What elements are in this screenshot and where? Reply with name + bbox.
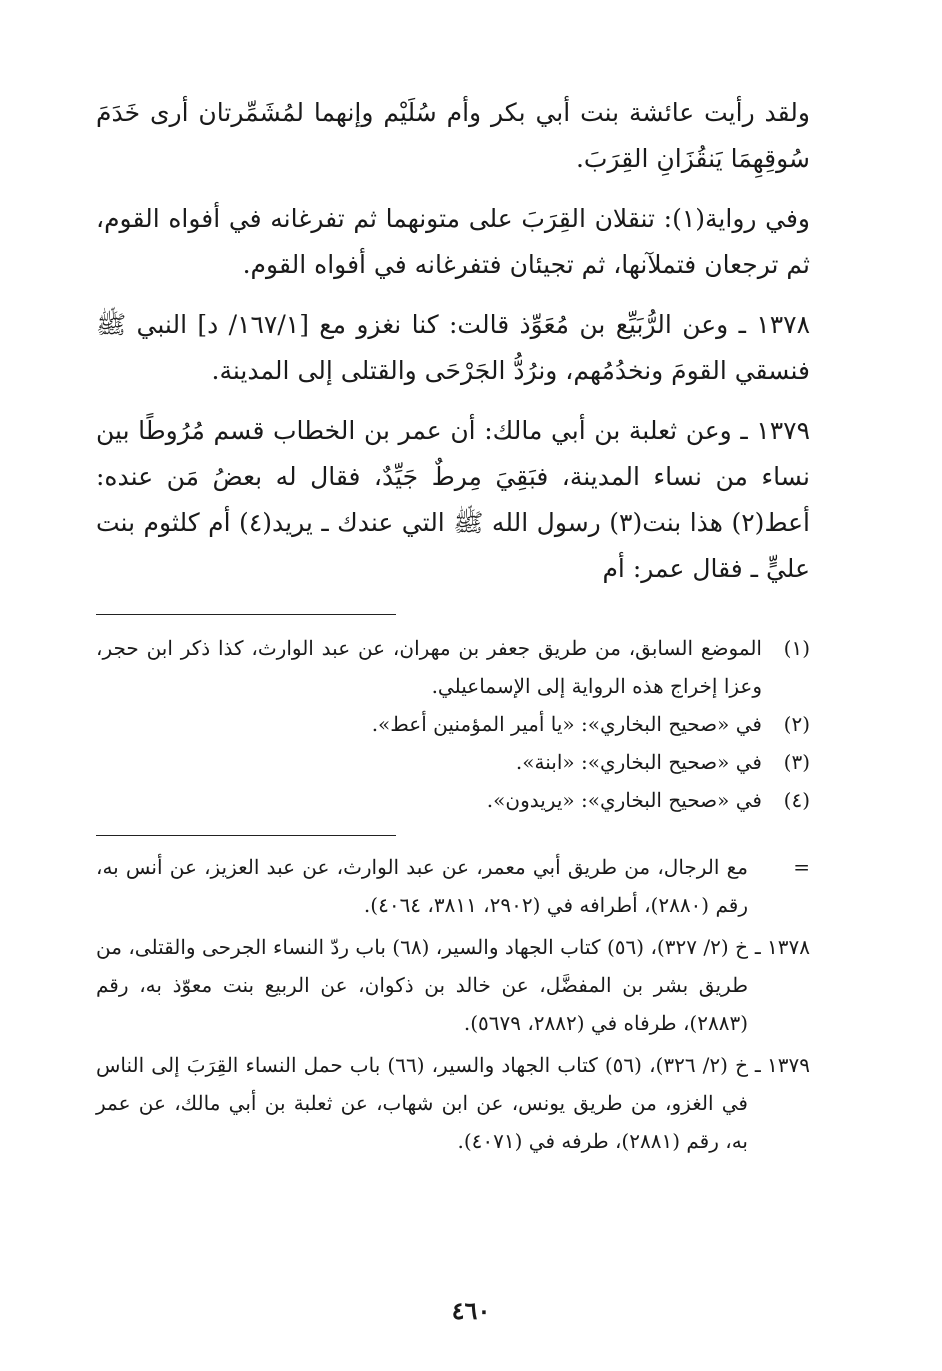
- footnote-item: [96, 705, 810, 743]
- footnote-item: [96, 743, 810, 781]
- footnote-text: في «صحيح البخاري»: «يريدون».: [486, 788, 762, 812]
- footnote-text: في «صحيح البخاري»: «ابنة».: [515, 750, 762, 774]
- commentary-number: ١٣٧٨ ـ: [754, 935, 810, 959]
- commentary-number: =: [793, 855, 810, 879]
- commentary-number: ١٣٧٩ ـ: [754, 1053, 810, 1077]
- commentary-item: [96, 1046, 810, 1160]
- footnote-separator: [96, 614, 396, 615]
- commentary-separator: [96, 835, 396, 836]
- commentary: [96, 848, 810, 1160]
- paragraph-2: وفي رواية(١): تنقلان القِرَبَ على متونهما ثم تفرغانه في أفواه القوم، ثم ترجعان فتملآنها، ثم تجيئان فتفرغانه في أفواه القوم.: [96, 204, 810, 279]
- commentary-item: [96, 928, 810, 1042]
- footnote-number: (١): [783, 636, 810, 660]
- footnote-text: في «صحيح البخاري»: «يا أمير المؤمنين أعط».: [371, 712, 762, 736]
- commentary-item: [96, 848, 810, 924]
- commentary-text: خ (٢/ ٣٢٦)، (٥٦) كتاب الجهاد والسير، (٦٦) باب حمل النساء القِرَبَ إلى الناس في الغزو، من طريق يونس، عن ابن شهاب، عن ثعلبة بن أبي مالك، عن عمر به، رقم (٢٨٨١)، طرفه في (٤٠٧١).: [96, 1053, 748, 1153]
- commentary-text: مع الرجال، من طريق أبي معمر، عن عبد الوارث، عن عبد العزيز، عن أنس به، رقم (٢٨٨٠)، أطرافه في (٢٩٠٢، ٣٨١١، ٤٠٦٤).: [96, 855, 748, 917]
- footnote-text: الموضع السابق، من طريق جعفر بن مهران، عن عبد الوارث، كذا ذكر ابن حجر، وعزا إخراج هذه الرواية إلى الإسماعيلي.: [96, 636, 762, 698]
- page-body: [96, 90, 810, 1164]
- footnote-number: (٢): [783, 712, 810, 736]
- paragraph-1: ولقد رأيت عائشة بنت أبي بكر وأم سُلَيْم وإنهما لمُشَمِّرتان أرى خَدَمَ سُوقِهِمَا يَنقُزَانِ القِرَبَ.: [96, 98, 810, 173]
- commentary-text: خ (٢/ ٣٢٧)، (٥٦) كتاب الجهاد والسير، (٦٨) باب ردّ النساء الجرحى والقتلى، من طريق بشر بن المفضَّل، عن خالد بن ذكوان، عن الربيع بنت معوّذ به، رقم (٢٨٨٣)، طرفاه في (٢٨٨٢، ٥٦٧٩).: [96, 935, 748, 1035]
- footnote-number: (٣): [783, 750, 810, 774]
- footnote-item: [96, 629, 810, 705]
- page-number: ٤٦٠: [451, 1296, 491, 1325]
- main-text: [96, 90, 810, 592]
- footnotes: [96, 629, 810, 819]
- footnote-number: (٤): [783, 788, 810, 812]
- hadith-1379: ١٣٧٩ ـ وعن ثعلبة بن أبي مالك: أن عمر بن الخطاب قسم مُرُوطًا بين نساء من نساء المدينة، فبَقِيَ مِرطٌ جَيِّدٌ، فقال له بعضُ مَن عنده: أعط(٢) هذا بنت(٣) رسول الله ﷺ التي عندك ـ يريد(٤) أم كلثوم بنت عليٍّ ـ فقال عمر: أم: [96, 416, 811, 583]
- hadith-1378: ١٣٧٨ ـ وعن الرُّبَيِّع بن مُعَوِّذ قالت: كنا نغزو مع [١٦٧/١/ د] النبي ﷺ فنسقي القومَ ونخدُمُهم، ونرُدُّ الجَرْحَى والقتلى إلى المدينة.: [96, 310, 810, 385]
- footnote-item: [96, 781, 810, 819]
